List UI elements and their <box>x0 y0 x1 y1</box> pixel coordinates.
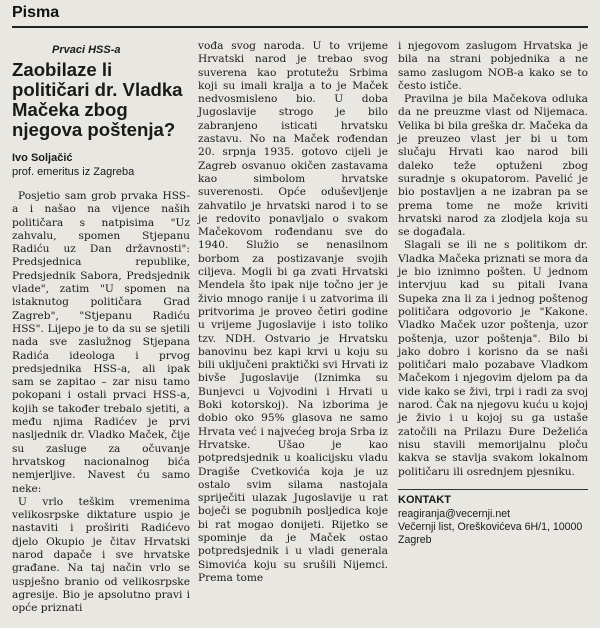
paragraph: U vrlo teškim vremenima velikosrpske diktature uspio je nastaviti i proširiti Radićevo djelo Okupio je čitav Hrvatski narod dapače i sve hrvatske građane. Na taj način vrlo se uspješno branio od velikosrpske agresije. Bio je apsolutno pravi i opće priznati <box>12 495 190 615</box>
contact-email[interactable]: reagiranja@vecernji.net <box>398 507 511 520</box>
paragraph: vođa svog naroda. U to vrijeme Hrvatski narod je trebao svog suverena kao protutežu Srbima koji su imali kralja a to je Maček nedvosmisleno bio. U doba Jugoslavije strogo je bilo zabranjeno isticati hrvatsku zastavu. No na Maček rođendan 20. srpnja 1935. gotovo cijeli je Zagreb osvanuo okičen zastavama kao simbolom hrvatske suverenosti. Opće oduševljenje zahvatilo je hrvatski narod i to se je redovito ponavljalo o svakom Mačekovom rođendanu sve do 1940. Služio se nenasilnom borbom za postizavanje svojih ciljeva. Mogli bi ga zvati Hrvatski Mendela što ipak nije točno jer je živio mnogo ranije i u zatvorima ili pritvorima je proveo četiri godine u vrijeme Jugoslavije i isto toliko tzv. NDH. Ostvario je Hrvatsku banovinu bez kapi krvi u koju su bili uključeni praktički svi Hrvati iz bivše Jugoslavije (Iznimka su Bunjevci u Vojvodini i Hrvati u Boki kotorskoj). Na izborima je dobio oko 95% glasova ne samo Hrvata već i najvećeg broja Srba iz Hrvatske. Ušao je kao potpredsjednik u koalicijsku vladu Dragiše Cvetkovića koja je uz ostalo svim silama nastojala spriječiti ulazak Jugoslavije u rat boječi se pogubnih posljedica koje bi rat mogao donijeti. Rijetko se spominje da je Maček ostao potpredsjednik i u vladi generala Simovića koju su srušili Nijemci. Prema tome <box>198 40 388 584</box>
author-name: Ivo Soljačić <box>12 152 73 164</box>
contact-title: KONTAKT <box>398 493 451 506</box>
article-headline: Zaobilaze li političari dr. Vladka Mačeka zbog njegova poštenja? <box>12 59 183 140</box>
contact-rule <box>398 489 588 490</box>
article-kicker: Prvaci HSS-a <box>52 44 121 56</box>
paragraph: Posjetio sam grob prvaka HSS-a i našao na vijence naših političara s natpisima "Uz zahvalu, spomen Stjepanu Radiću uz Dan državnosti": Predsjednica republike, Predsjednik Sabora, Predsjednik vlade", zatim "U spomen na istaknutog političara Grad Zagreb", "Stjepanu Radiću HSS". Lijepo je to da su se sjetili nada sve zaslužnog Stjepana Radića ideologa i prvog predsjednika HSS-a, ali ipak sam se zapitao – zar nisu tamo pokopani i ostali prvaci HSS-a, kojih se također trebalo sjetiti, a među njima Radićev je prvi nasljednik dr. Vladko Maček, čije su zasluge za očuvanje hrvatskog nacionalnog bića nemjerljive. Navest ću samo neke: <box>12 190 190 495</box>
column-1 <box>12 40 190 616</box>
header-rule <box>12 26 588 28</box>
column-2 <box>198 40 388 585</box>
article-body-col3 <box>398 40 588 479</box>
paragraph: Pravilna je bila Mačekova odluka da ne preuzme vlast od Nijemaca. Velika bi bila greška dr. Mačeka da je preuzeo vlast jer bi u tom slučaju Hrvati kao narod bili daleko teže optuženi zbog suradnje s okupatorom. Pavelić je bio postavljen a ne izabran pa se prema tome ne može kriviti hrvatski narod za zlodjela koja su se događala. <box>398 93 588 239</box>
article-body-col2 <box>198 40 388 585</box>
contact-box <box>398 494 588 547</box>
page-header <box>0 0 600 36</box>
paragraph: Slagali se ili ne s politikom dr. Vladka Mačeka priznati se mora da je bio iznimno pošten. U jednom intervjuu kad su pitali Ivana Supeka zna li za i jednog poštenog političara odgovorio je "Kakone. Vladko Maček uzor poštenja, uzor poštenja, uzor poštenja". Bilo bi jako dobro i korisno da se naši političari malo pozabave Vladkom Mačekom i njegovim djelom pa da vide kako se živi, trpi i radi za svoj narod. Čak na njegovu kuću u kojoj je živio i u kojoj su ga ustaše zatočili na Prilazu Đure Deželića nisu stavili memorijalnu ploču kakva se stavlja svakom lokalnom političaru ili osrednjem pjesniku. <box>398 239 589 478</box>
author-title: prof. emeritus iz Zagreba <box>12 166 135 178</box>
column-3 <box>398 40 588 547</box>
article-body-col1 <box>12 190 190 616</box>
section-title: Pisma <box>12 4 60 21</box>
contact-address: Večernji list, Oreškovićeva 6H/1, 10000 Zagreb <box>398 520 583 546</box>
paragraph: i njegovom zaslugom Hrvatska je bila na strani pobjednika a ne samo zaslugom NOB-a kako se to često ističe. <box>398 40 588 92</box>
